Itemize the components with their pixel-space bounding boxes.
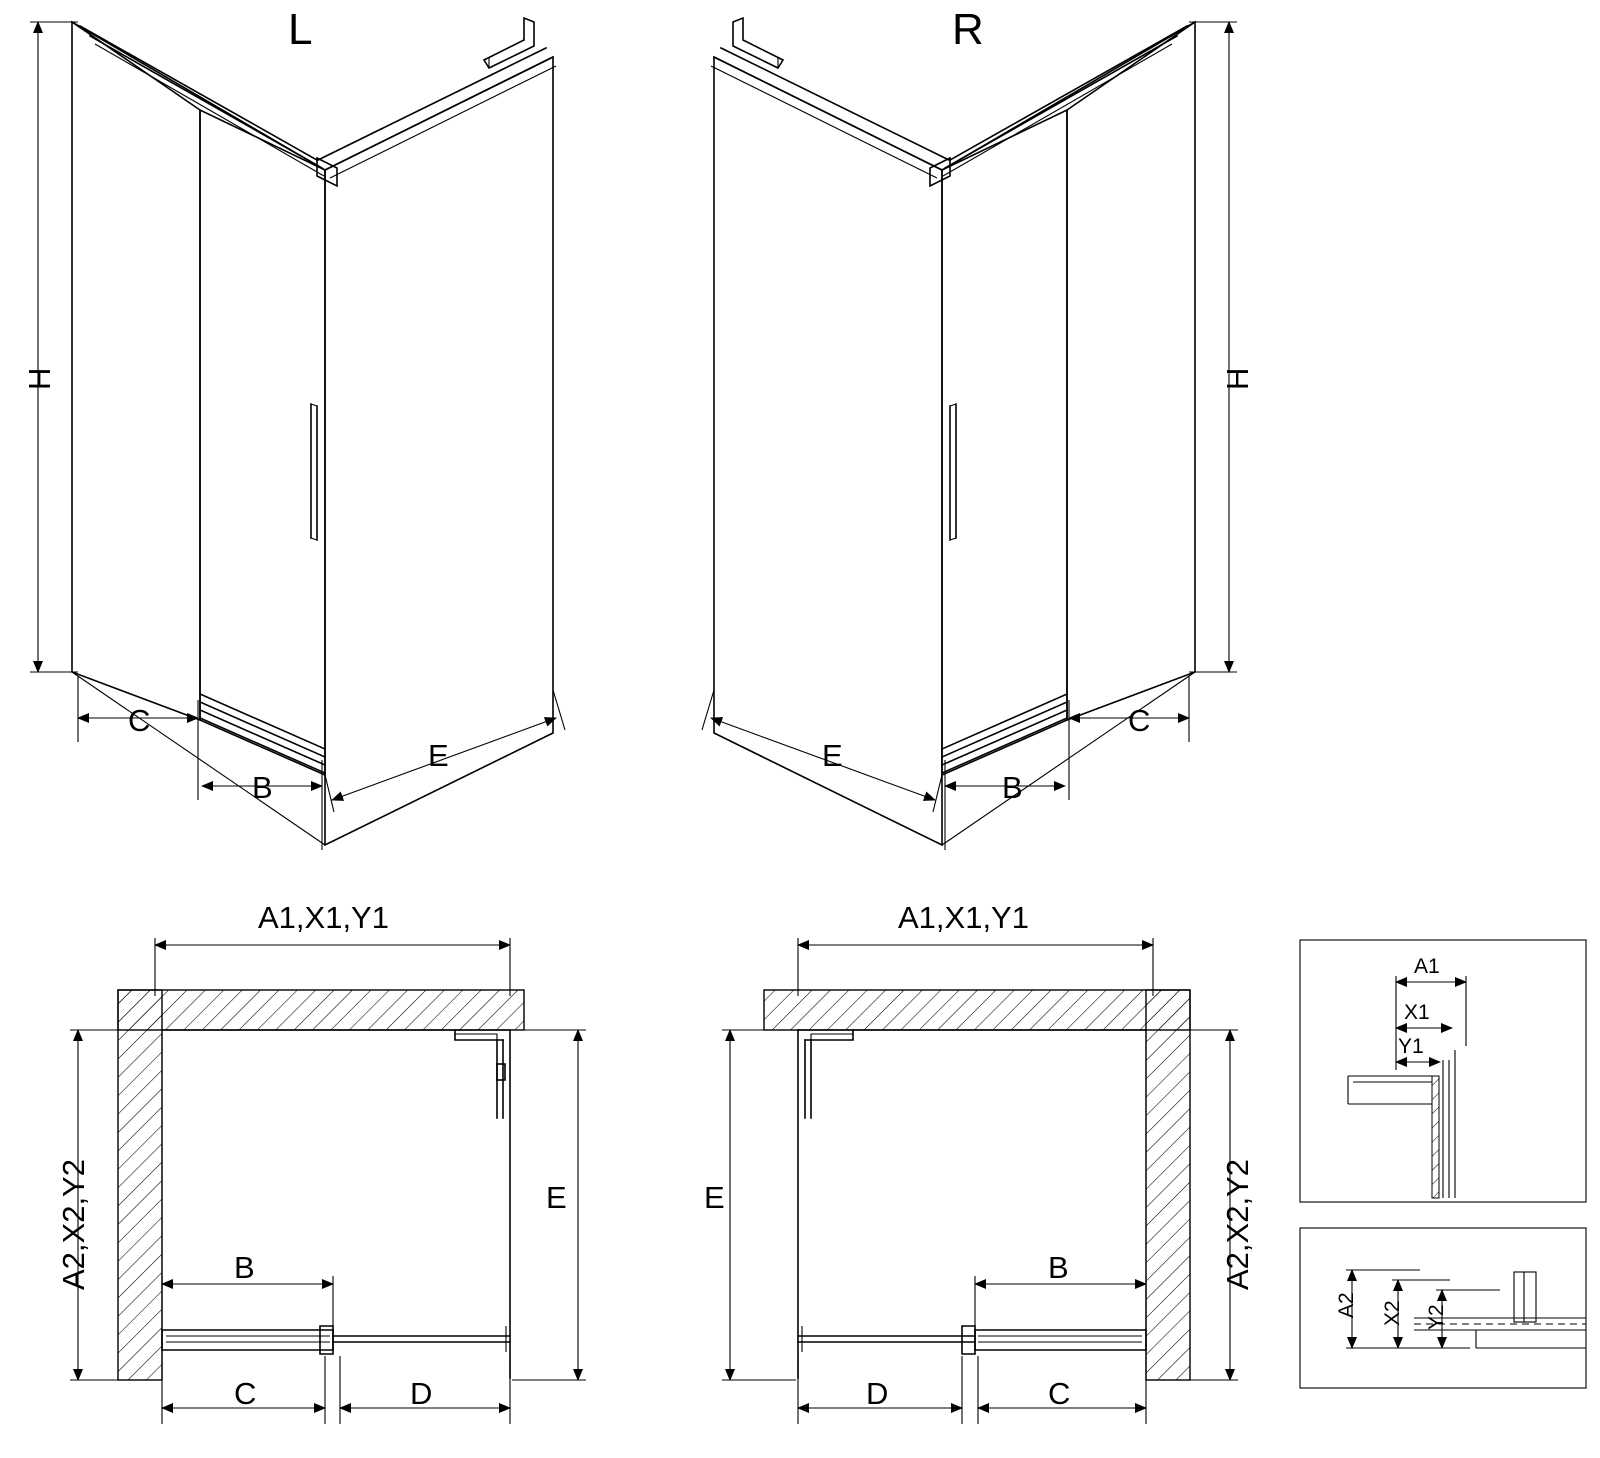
dim-label-B-plan-left: B	[234, 1250, 255, 1285]
dim-label-D-plan-right: D	[866, 1376, 889, 1411]
dim-label-X2-detail: X2	[1381, 1300, 1404, 1326]
dim-label-E-right: E	[822, 738, 843, 773]
dim-label-B-plan-right: B	[1048, 1250, 1069, 1285]
dim-label-B-left: B	[252, 770, 273, 805]
dim-label-E-plan-left: E	[546, 1180, 567, 1215]
dim-label-A1X1Y1-left: A1,X1,Y1	[258, 900, 389, 935]
detail-top-geometry	[1300, 940, 1586, 1202]
iso-left-dimensions	[30, 22, 565, 850]
dim-label-A2-detail: A2	[1335, 1292, 1358, 1318]
dim-label-D-plan-left: D	[410, 1376, 433, 1411]
dim-label-C-plan-left: C	[234, 1376, 257, 1411]
dim-label-X1-detail: X1	[1404, 1001, 1430, 1024]
dim-label-Y1-detail: Y1	[1398, 1035, 1424, 1058]
dim-label-E-plan-right: E	[704, 1180, 725, 1215]
view-title-left: L	[288, 5, 313, 54]
dim-label-A1-detail: A1	[1414, 955, 1440, 978]
view-title-right: R	[952, 5, 984, 54]
dim-label-A2X2Y2-left: A2,X2,Y2	[56, 1159, 91, 1290]
dim-label-Y2-detail: Y2	[1425, 1304, 1448, 1330]
dim-label-H-left: H	[22, 367, 57, 390]
dim-label-E-left: E	[428, 738, 449, 773]
dim-label-A1X1Y1-right: A1,X1,Y1	[898, 900, 1029, 935]
iso-right-geometry	[711, 18, 1195, 845]
dim-label-H-right: H	[1220, 367, 1255, 390]
dim-label-C-right: C	[1128, 703, 1151, 738]
dim-label-C-plan-right: C	[1048, 1376, 1071, 1411]
iso-right-dimensions	[702, 22, 1237, 850]
dim-label-C-left: C	[128, 703, 151, 738]
dim-label-A2X2Y2-right: A2,X2,Y2	[1220, 1159, 1255, 1290]
plan-right-geometry	[764, 990, 1190, 1380]
dim-label-B-right: B	[1002, 770, 1023, 805]
plan-left-geometry	[118, 990, 524, 1380]
